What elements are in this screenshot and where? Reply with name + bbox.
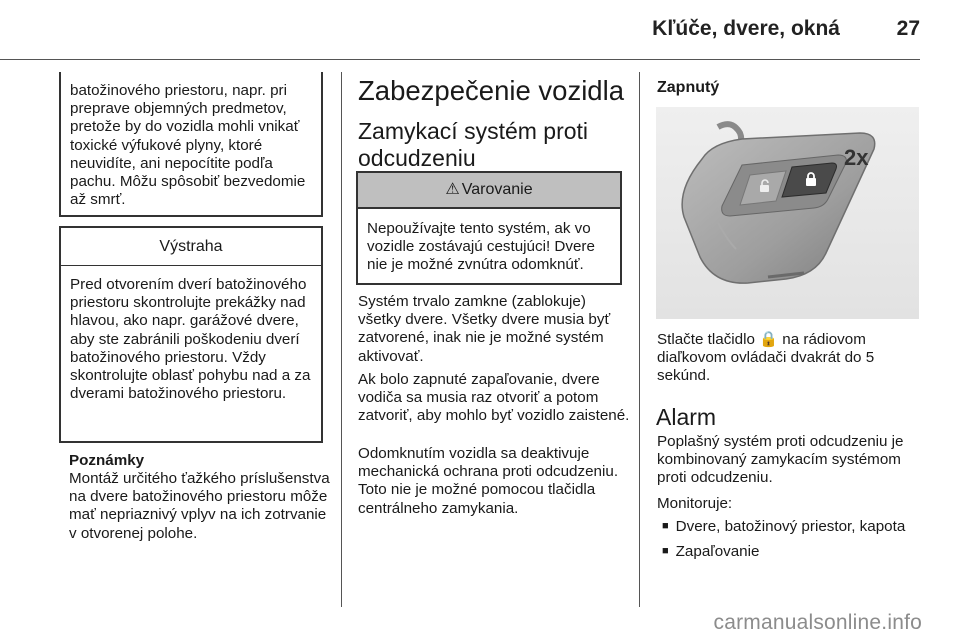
bullet-square-icon: ■ [662, 545, 669, 557]
press-twice-label: 2x [844, 145, 869, 170]
warning-box [356, 171, 622, 285]
caution-box-title: Výstraha [61, 228, 321, 266]
caution-box-text: Pred otvorením dverí batožinového priestoru skontrolujte prekážky nad hlavou, ako napr. garážové dvere, aby ste zabránili poškodeniu dverí batožinového priestoru. Vždy skontrolujte oblasť pohybu nad a za dverami batožinového priestoru. [70, 276, 311, 403]
column-divider-right [639, 72, 640, 607]
paragraph: Ak bolo zapnuté zapaľovanie, dvere vodiča sa musia raz otvoriť a potom zatvoriť, aby mohlo byť vozidlo zaistené. [358, 371, 630, 425]
section-heading: Zabezpečenie vozidla [358, 75, 625, 106]
warning-triangle-icon: ⚠ [445, 181, 460, 198]
paragraph: Systém trvalo zamkne (zablokuje) všetky dvere. Všetky dvere musia byť zatvorené, inak nie je možné systém aktivovať. [358, 293, 611, 365]
remote-key-illustration [656, 107, 919, 319]
paragraph: Odomknutím vozidla sa deaktivuje mechanická ochrana proti odcudzeniu. Toto nie je možné pomocou tlačidla centrálneho zamykania. [358, 445, 619, 517]
bullet-square-icon: ■ [662, 520, 669, 532]
note-text: Montáž určitého ťažkého príslušenstva na dvere batožinového priestoru môže mať nepriaznivý vplyv na ich zotrvanie v otvorenej polohe. [69, 470, 330, 542]
monitors-label: Monitoruje: [657, 495, 733, 512]
column-divider-left [341, 72, 342, 607]
page-number: 27 [896, 17, 920, 40]
alarm-description: Poplašný systém proti odcudzeniu je kombinovaný zamykacím systémom proti odcudzeniu. [657, 433, 904, 487]
alarm-heading: Alarm [656, 404, 717, 430]
list-item: ■ Dvere, batožinový priestor, kapota [662, 518, 906, 535]
section-subheading: Zamykací systém proti odcudzeniu [358, 118, 589, 171]
subsection-heading: Zapnutý [657, 79, 720, 96]
page-header-title: Kľúče, dvere, okná [652, 17, 840, 40]
warning-box-continued [59, 72, 323, 217]
warning-box-header [358, 173, 620, 209]
warning-box-text: Nepoužívajte tento systém, ak vo vozidle zostávajú cestujúci! Dvere nie je možné zvnútra odomknúť. [367, 220, 595, 274]
list-item: ■ Zapaľovanie [662, 543, 760, 560]
header-divider [0, 59, 920, 60]
note-title: Poznámky [69, 452, 145, 469]
warning-continuation-text: batožinového priestoru, napr. pri preprave objemných predmetov, pretože by do vozidla mohli vnikať toxické výfukové plyny, ktoré neuvidíte, ani nepocítite podľa pachu. Môžu spôsobiť bezvedomie až smrť. [70, 82, 306, 209]
warning-box-title: Varovanie [461, 181, 533, 198]
caution-box [59, 226, 323, 443]
watermark: carmanualsonline.info [713, 611, 922, 634]
lock-instruction: Stlačte tlačidlo 🔒 na rádiovom diaľkovom ovládači dvakrát do 5 sekúnd. [657, 331, 875, 385]
